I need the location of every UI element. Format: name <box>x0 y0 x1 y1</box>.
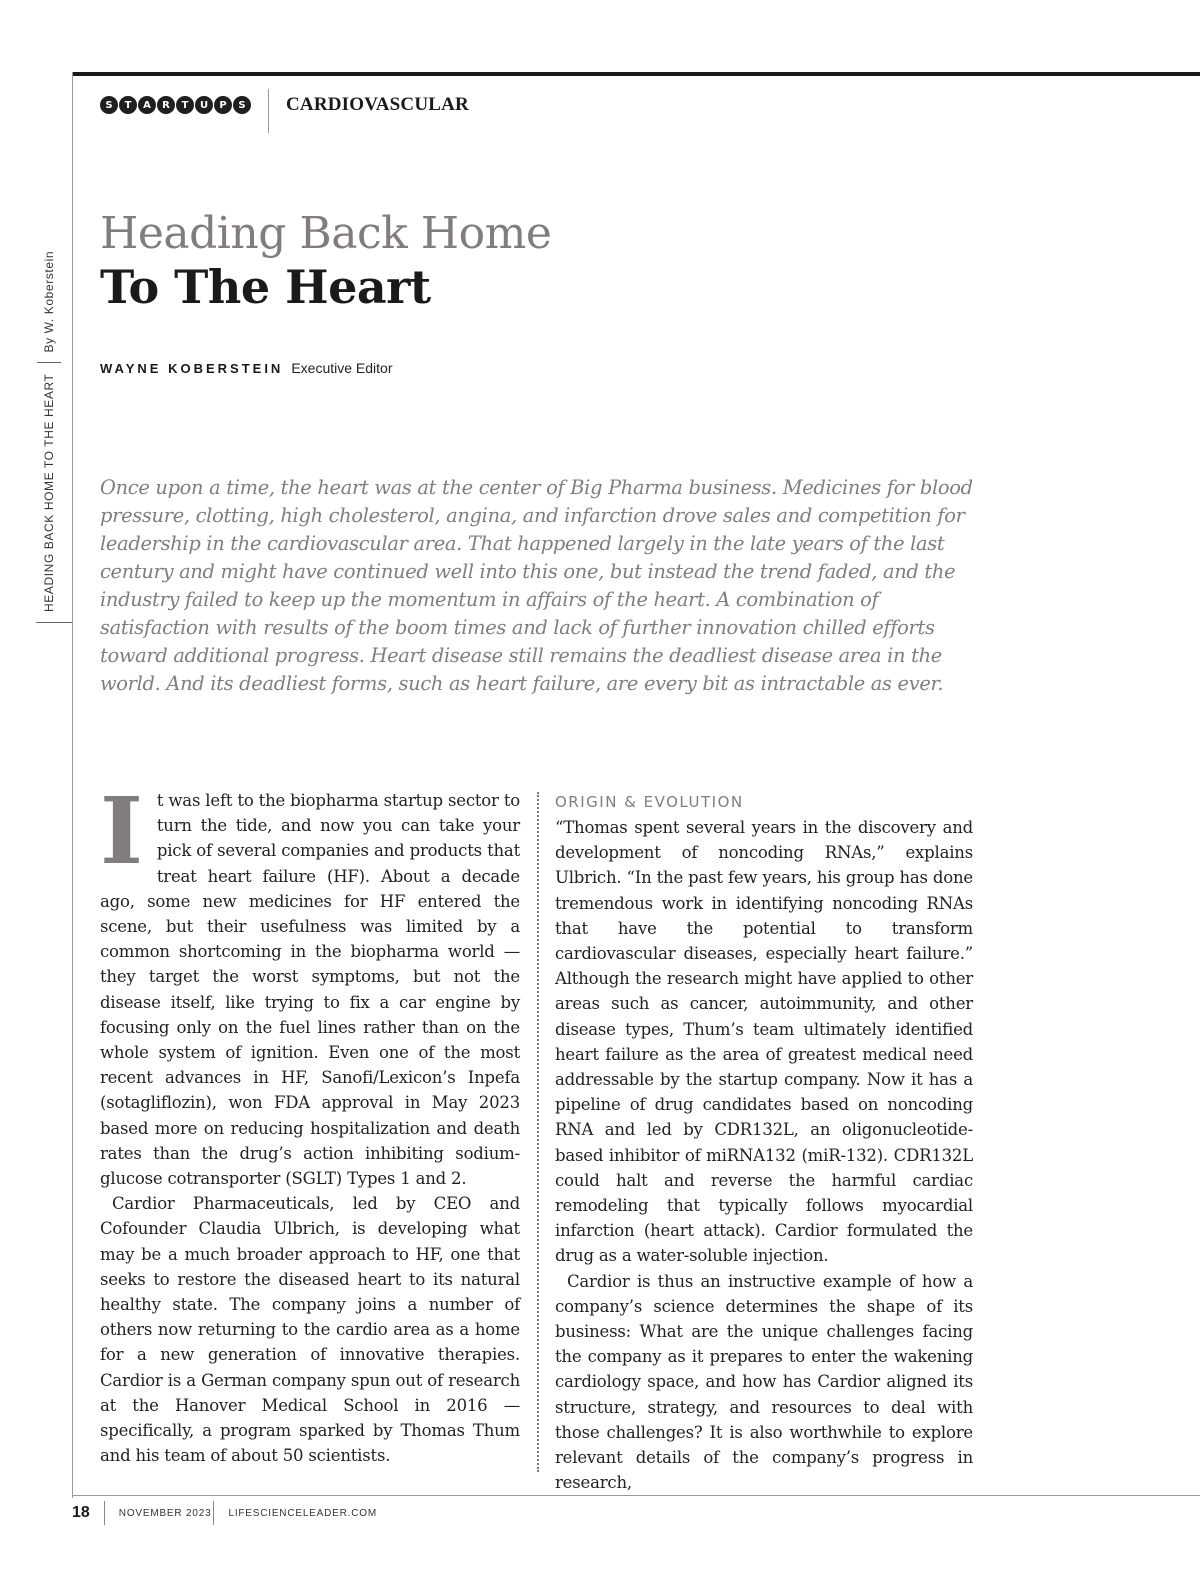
startups-badge <box>100 96 251 114</box>
badge-letter: T <box>176 96 194 114</box>
headline-line-2: To The Heart <box>100 260 431 314</box>
body-column-right <box>555 788 973 1495</box>
column-divider <box>537 792 539 1472</box>
badge-letter: A <box>138 96 156 114</box>
sidebar-running-title: HEADING BACK HOME TO THE HEART <box>42 373 56 612</box>
top-rule <box>72 72 1200 76</box>
section-category: CARDIOVASCULAR <box>286 94 469 115</box>
page-footer <box>72 1500 377 1526</box>
body-paragraph: Cardior is thus an instructive example of how a company’s science determines the shape of its business: What are the unique challenges facing the company as it prepares to enter the wakening cardiology space, and how has Cardior aligned its structure, strategy, and resources to deal with those challenges? It is also worthwhile to explore relevant details of the company’s progress in research, <box>555 1271 973 1493</box>
badge-letter: S <box>100 96 118 114</box>
badge-letter: S <box>233 96 251 114</box>
intro-deck: Once upon a time, the heart was at the center of Big Pharma business. Medicines for blood pressure, clotting, high cholesterol, angina, and infarction drove sales and competition for leadership in the cardiovascular area. That happened largely in the late years of the last century and might have continued well into this one, but instead the trend faded, and the industry failed to keep up the momentum in affairs of the heart. A combination of satisfaction with results of the boom times and lack of further innovation chilled efforts toward additional progress. Heart disease still remains the deadliest disease area in the world. And its deadliest forms, such as heart failure, are every bit as intractable as ever. <box>100 476 973 695</box>
sidebar-divider <box>37 363 61 364</box>
headline-line-1: Heading Back Home <box>100 208 552 259</box>
sidebar-author-credit: By W. Koberstein <box>42 250 56 353</box>
body-paragraph: Cardior Pharmaceuticals, led by CEO and Cofounder Claudia Ulbrich, is developing what may be a much broader approach to HF, one that seeks to restore the diseased heart to its natural healthy state. The company joins a number of others now returning to the cardio area as a home for a new generation of innovative therapies. Cardior is a German company spun out of research at the Hanover Medical School in 2016 — specifically, a program sparked by Thomas Thum and his team of about 50 scientists. <box>100 1194 520 1466</box>
section-header <box>100 90 469 120</box>
author-title: Executive Editor <box>291 360 393 376</box>
body-paragraph <box>100 777 520 1191</box>
badge-letter: T <box>119 96 137 114</box>
left-margin-rule <box>72 72 73 1498</box>
sidebar-tick <box>36 622 72 623</box>
badge-letter: U <box>195 96 213 114</box>
badge-letter: P <box>214 96 232 114</box>
footer-divider <box>104 1501 105 1525</box>
page-number: 18 <box>72 1504 90 1521</box>
website-link[interactable]: LIFESCIENCELEADER.COM <box>228 1507 377 1519</box>
paragraph-text: t was left to the biopharma startup sector to turn the tide, and now you can take your pick of several companies and products that treat heart failure (HF). About a decade ago, some new medicines for HF entered the scene, but their usefulness was limited by a common shortcoming in the biopharma world — they target the worst symptoms, but not the disease itself, like trying to fix a car engine by focusing only on the fuel lines rather than on the whole system of ignition. Even one of the most recent advances in HF, Sanofi/Lexicon’s Inpefa (sotagliflozin), won FDA approval in May 2023 based more on reducing hospitalization and death rates than the drug’s action inhibiting sodium-glucose cotransporter (SGLT) Types 1 and 2. <box>100 791 520 1189</box>
vertical-sidebar <box>36 232 62 612</box>
byline <box>100 360 393 376</box>
bottom-rule <box>72 1495 1200 1496</box>
issue-date: NOVEMBER 2023 <box>118 1507 212 1519</box>
footer-divider <box>213 1501 214 1525</box>
header-divider <box>268 89 269 133</box>
drop-cap: I <box>100 777 143 885</box>
badge-letter: R <box>157 96 175 114</box>
body-column-left <box>100 777 520 1468</box>
body-paragraph: “Thomas spent several years in the discovery and development of noncoding RNAs,” explains Ulbrich. “In the past few years, his group has done tremendous work in identifying noncoding RNAs that have the potential to transform cardiovascular diseases, especially heart failure.” Although the research might have applied to other areas such as cancer, autoimmunity, and other disease types, Thum’s team ultimately identified heart failure as the area of greatest medical need addressable by the startup company. Now it has a pipeline of drug candidates based on noncoding RNA and led by CDR132L, an oligonucleotide-based inhibitor of miRNA132 (miR-132). CDR132L could halt and reverse the harmful cardiac remodeling that typically follows myocardial infarction (heart attack). Cardior formulated the drug as a water-soluble injection. <box>555 818 973 1266</box>
section-subhead: ORIGIN & EVOLUTION <box>555 793 744 811</box>
author-name: WAYNE KOBERSTEIN <box>100 361 284 376</box>
